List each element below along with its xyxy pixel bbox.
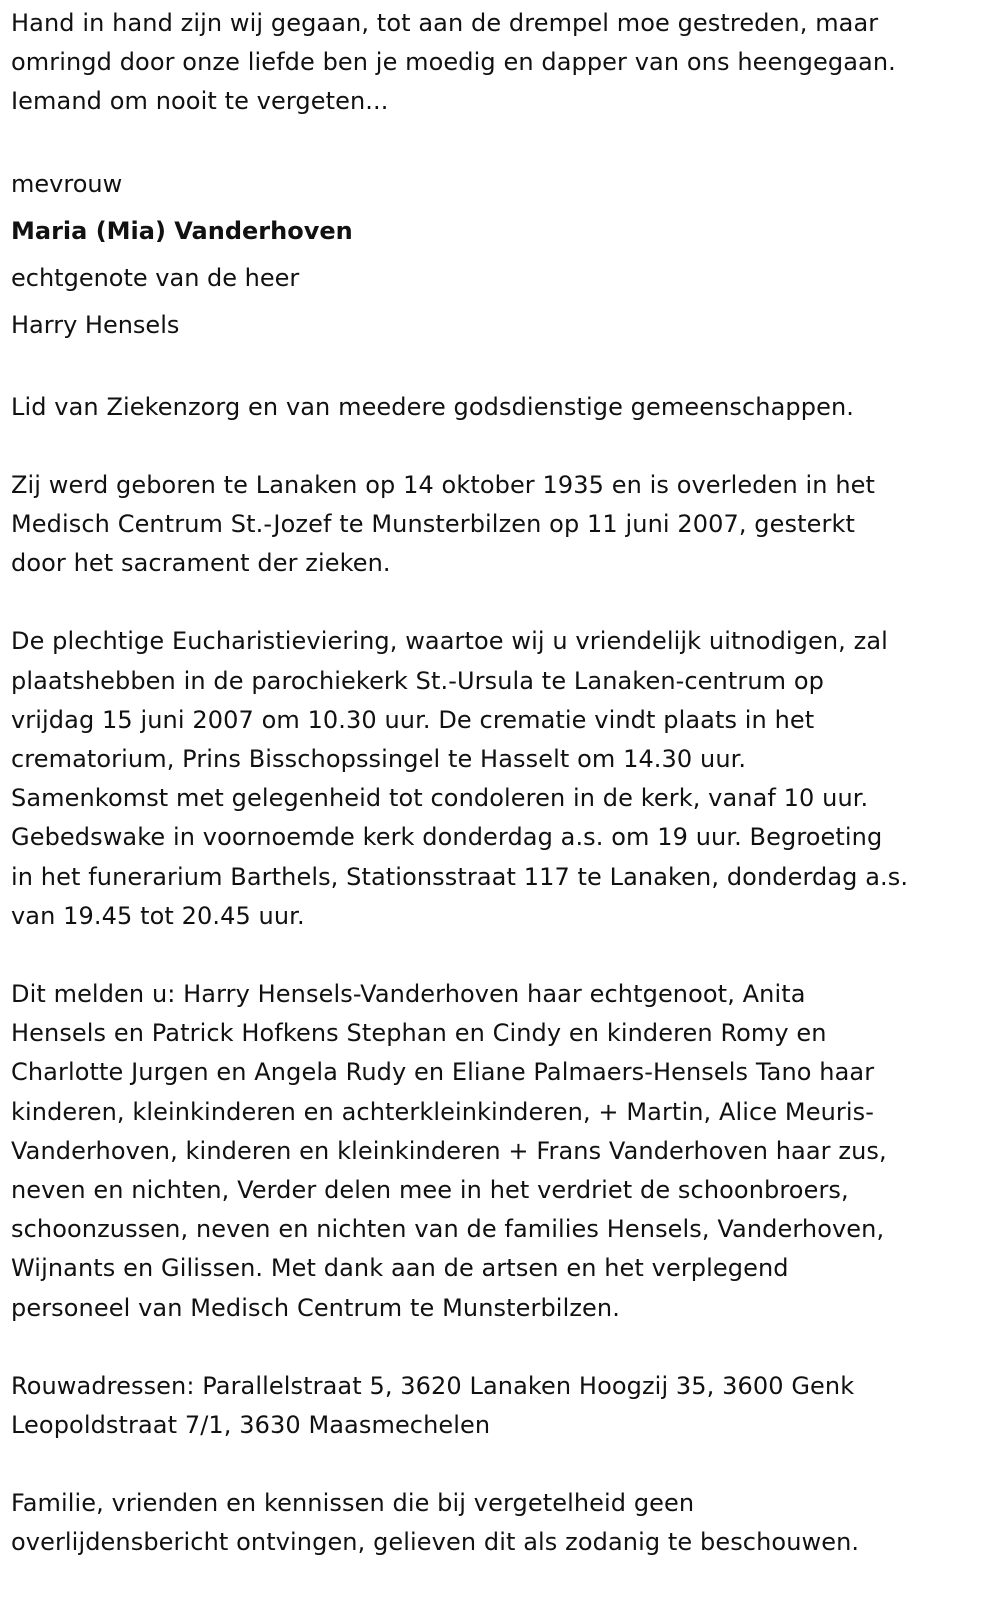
intro-line: omringd door onze liefde ben je moedig en dapper van ons heengegaan. (11, 48, 896, 77)
spouse-name: Harry Hensels (11, 310, 180, 339)
ceremony-line: crematorium, Prins Bisschopssingel te Hasselt om 14.30 uur. (11, 745, 747, 774)
deceased-title: mevrouw (11, 169, 123, 198)
announcement-line: Charlotte Jurgen en Angela Rudy en Eliane Palmaers-Hensels Tano haar (11, 1058, 875, 1087)
birth-death-line: Medisch Centrum St.-Jozef te Munsterbilzen op 11 juni 2007, gesterkt (11, 510, 855, 539)
address-line: Leopoldstraat 7/1, 3630 Maasmechelen (11, 1411, 491, 1440)
ceremony-line: Gebedswake in voornoemde kerk donderdag a.s. om 19 uur. Begroeting (11, 823, 883, 852)
deceased-name: Maria (Mia) Vanderhoven (11, 216, 353, 245)
intro-line: Hand in hand zijn wij gegaan, tot aan de drempel moe gestreden, maar (11, 9, 879, 37)
ceremony-line: van 19.45 tot 20.45 uur. (11, 901, 305, 930)
announcement-line: kinderen, kleinkinderen en achterkleinkinderen, + Martin, Alice Meuris- (11, 1097, 875, 1126)
deceased-block (11, 161, 990, 349)
intro-paragraph (11, 4, 990, 122)
closing-line: overlijdensbericht ontvingen, gelieven dit als zodanig te beschouwen. (11, 1528, 860, 1557)
paragraph-gap (11, 1328, 990, 1367)
announcement-line: personeel van Medisch Centrum te Munsterbilzen. (11, 1293, 620, 1322)
birth-death-line: Zij werd geboren te Lanaken op 14 oktober 1935 en is overleden in het (11, 470, 876, 499)
paragraph-gap (11, 349, 990, 388)
announcement-line: Vanderhoven, kinderen en kleinkinderen + Frans Vanderhoven haar zus, (11, 1136, 887, 1165)
membership-paragraph (11, 388, 990, 427)
paragraph-gap (11, 936, 990, 975)
paragraph-gap (11, 122, 990, 161)
ceremony-line: plaatshebben in de parochiekerk St.-Ursula te Lanaken-centrum op (11, 666, 824, 695)
membership-line: Lid van Ziekenzorg en van meedere godsdienstige gemeenschappen. (11, 392, 854, 421)
ceremony-line: De plechtige Eucharistieviering, waartoe wij u vriendelijk uitnodigen, zal (11, 627, 888, 656)
paragraph-gap (11, 427, 990, 466)
announcement-line: Wijnants en Gilissen. Met dank aan de artsen en het verplegend (11, 1254, 789, 1283)
deceased-relation: echtgenote van de heer (11, 263, 300, 292)
closing-line: Familie, vrienden en kennissen die bij vergetelheid geen (11, 1489, 695, 1518)
addresses-paragraph (11, 1367, 990, 1445)
announcement-line: Dit melden u: Harry Hensels-Vanderhoven haar echtgenoot, Anita (11, 980, 806, 1009)
paragraph-gap (11, 583, 990, 622)
ceremony-paragraph (11, 622, 990, 936)
birth-death-line: door het sacrament der zieken. (11, 549, 391, 578)
announcement-line: neven en nichten, Verder delen mee in het verdriet de schoonbroers, (11, 1176, 849, 1205)
ceremony-line: vrijdag 15 juni 2007 om 10.30 uur. De crematie vindt plaats in het (11, 705, 815, 734)
announcement-paragraph (11, 975, 990, 1328)
announcement-line: schoonzussen, neven en nichten van de families Hensels, Vanderhoven, (11, 1215, 885, 1244)
intro-line: Iemand om nooit te vergeten... (11, 87, 389, 116)
closing-paragraph (11, 1484, 990, 1562)
paragraph-gap (11, 1445, 990, 1484)
ceremony-line: Samenkomst met gelegenheid tot condoleren in de kerk, vanaf 10 uur. (11, 784, 869, 813)
announcement-line: Hensels en Patrick Hofkens Stephan en Cindy en kinderen Romy en (11, 1019, 827, 1048)
address-line: Rouwadressen: Parallelstraat 5, 3620 Lanaken Hoogzij 35, 3600 Genk (11, 1371, 855, 1400)
ceremony-line: in het funerarium Barthels, Stationsstraat 117 te Lanaken, donderdag a.s. (11, 862, 909, 891)
birth-death-paragraph (11, 466, 990, 584)
